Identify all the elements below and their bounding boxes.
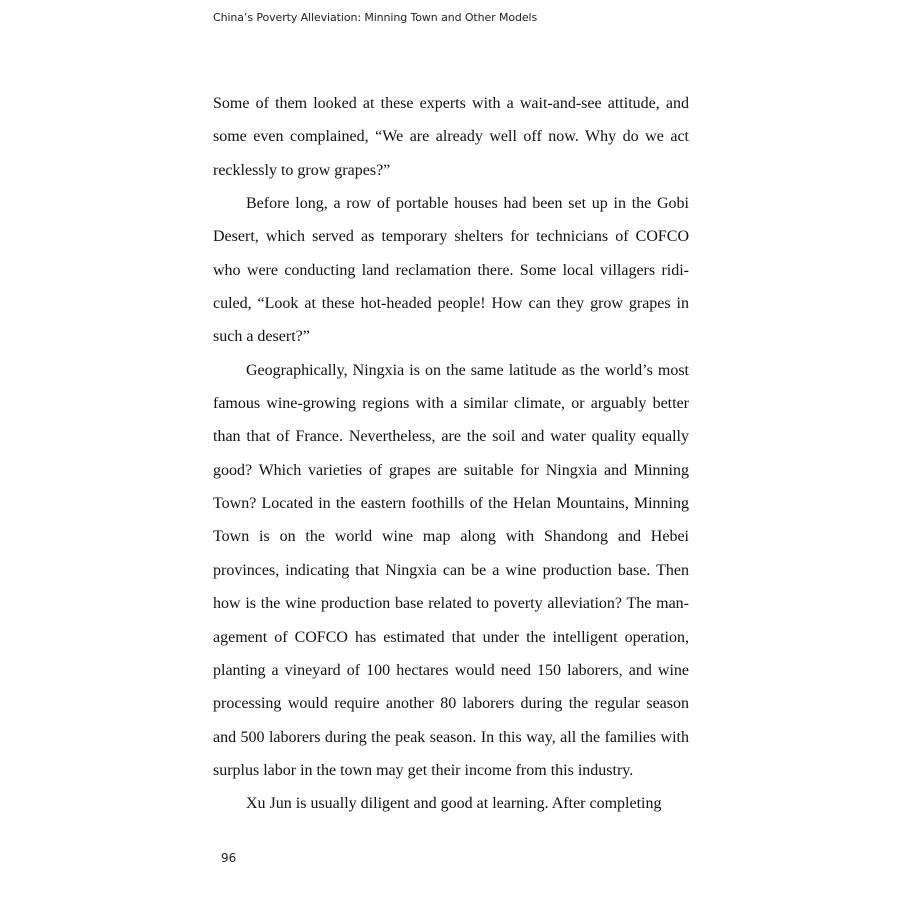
body-text (213, 87, 689, 821)
paragraph: Geographically, Ningxia is on the same latitude as the world’s most famous wine-growing regions with a similar climate, or arguably better than that of France. Nevertheless, are the soil and water quality equally good? Which varieties of grapes are suitable for Ningxia and Minning Town? Located in the eastern foothills of the Helan Mountains, Minning Town is on the world wine map along with Shandong and Hebei provinces, indicating that Ningxia can be a wine production base. Then how is the wine production base related to poverty alleviation? The management of COFCO has estimated that under the intelligent operation, planting a vineyard of 100 hectares would need 150 laborers, and wine processing would require another 80 laborers during the regular season and 500 laborers during the peak season. In this way, all the families with surplus labor in the town may get their income from this industry. (213, 361, 689, 779)
paragraph: Some of them looked at these experts with a wait-and-see attitude, and some even complained, “We are already well off now. Why do we act recklessly to grow grapes?” (213, 95, 689, 179)
page-number: 96 (221, 851, 237, 865)
paragraph: Xu Jun is usually diligent and good at learning. After completing (246, 795, 662, 813)
running-header: China’s Poverty Alleviation: Minning Town and Other Models (213, 11, 538, 24)
paragraph: Before long, a row of portable houses had been set up in the Gobi Desert, which served as temporary shelters for technicians of COFCO who were conducting land reclamation there. Some local villagers ridiculed, “Look at these hot-headed people! How can they grow grapes in such a desert?” (213, 195, 689, 346)
